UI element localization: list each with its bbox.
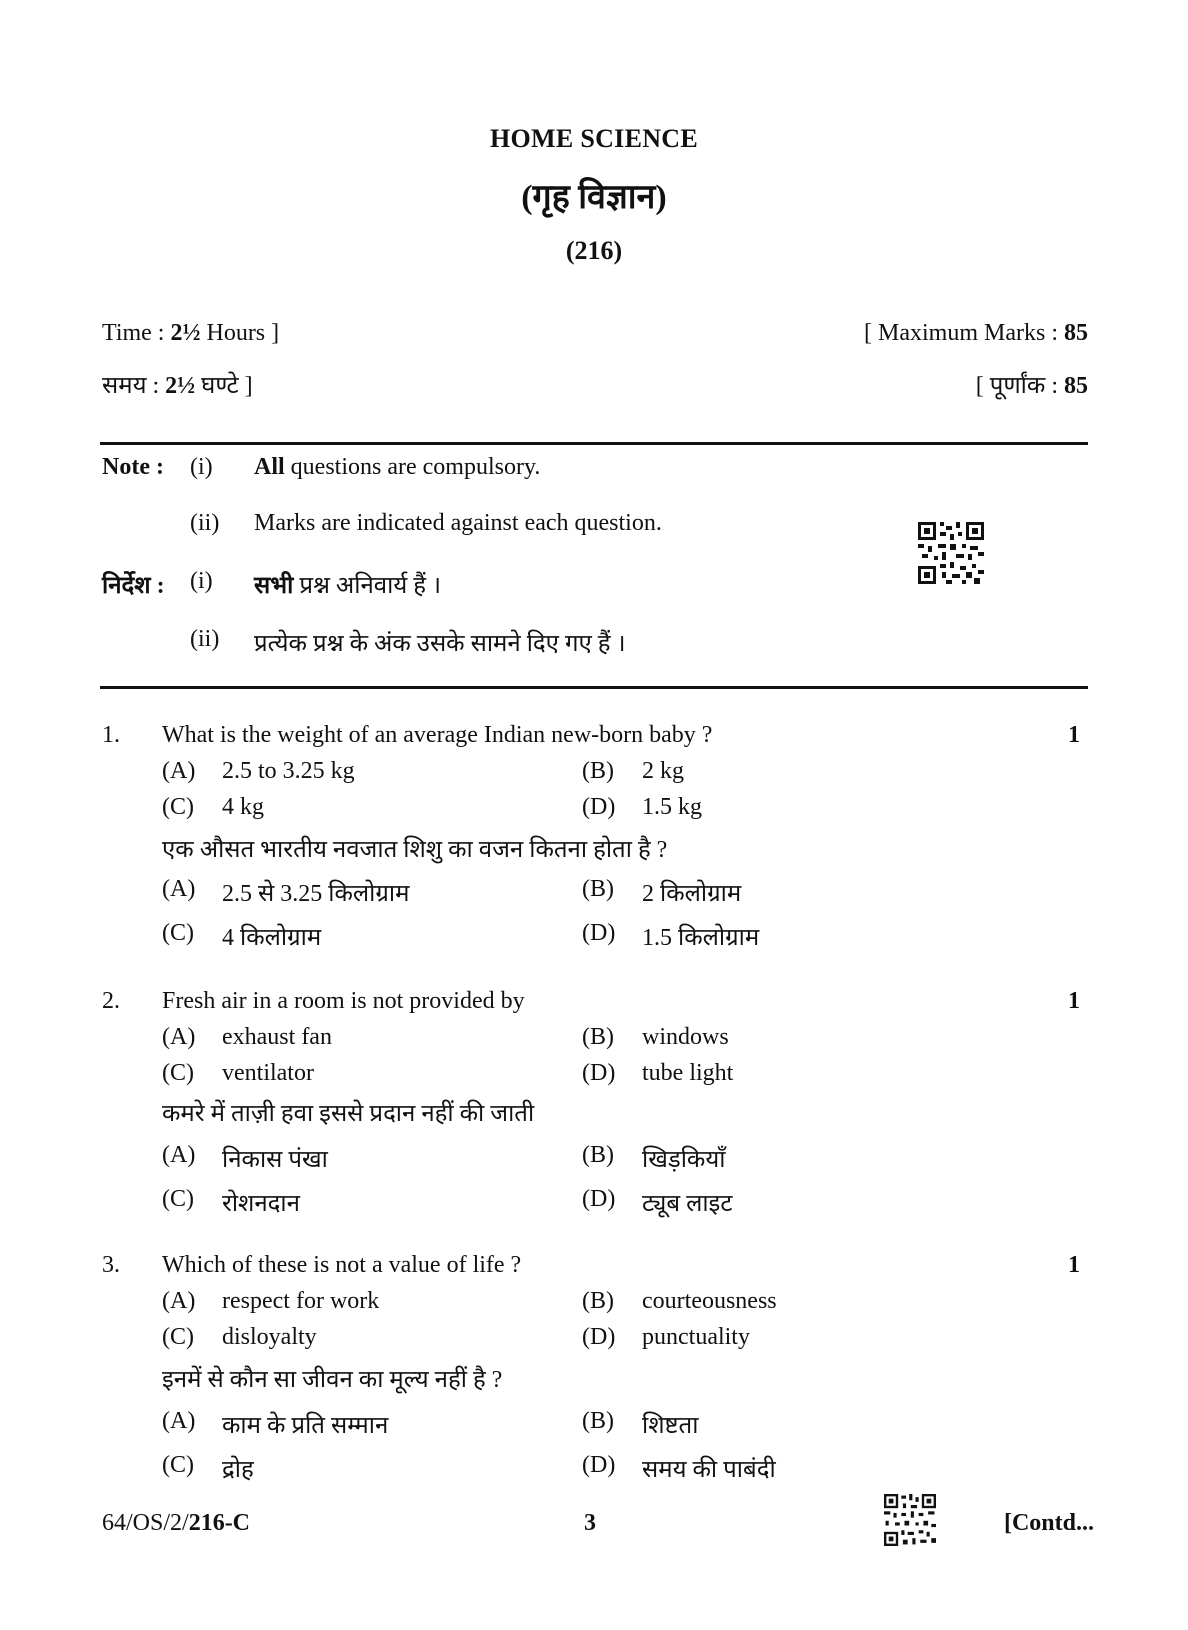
- option-text: courteousness: [642, 1288, 777, 1314]
- option-label: (B): [582, 876, 614, 902]
- note-text: सभी प्रश्न अनिवार्य हैं ।: [254, 573, 442, 599]
- option-label: (D): [582, 1186, 616, 1212]
- question-text-en: Which of these is not a value of life ?: [162, 1252, 522, 1278]
- option-text: 4 kg: [222, 794, 264, 820]
- note-num: (ii): [190, 626, 220, 652]
- option-label: (B): [582, 1024, 614, 1050]
- subject-code: (216): [565, 236, 623, 265]
- option-text: रोशनदान: [222, 1191, 300, 1217]
- option-text: 2.5 से 3.25 किलोग्राम: [222, 881, 410, 907]
- question-number: 2.: [102, 988, 120, 1014]
- option-label: (C): [162, 1060, 194, 1086]
- option-label: (B): [582, 1142, 614, 1168]
- option-text: 2.5 to 3.25 kg: [222, 758, 355, 784]
- option-label: (D): [582, 794, 616, 820]
- subject-title-en: HOME SCIENCE: [489, 124, 699, 153]
- note-text: Marks are indicated against each question.: [254, 510, 662, 536]
- option-text: द्रोह: [222, 1457, 254, 1483]
- max-marks-en: [ Maximum Marks : 85: [864, 320, 1088, 346]
- option-label: (A): [162, 1408, 196, 1434]
- time-hi: समय : 2½ घण्टे ]: [102, 373, 253, 399]
- option-label: (A): [162, 1288, 196, 1314]
- question-text-hi: कमरे में ताज़ी हवा इससे प्रदान नहीं की जाती: [162, 1101, 535, 1127]
- continued-label: [Contd...: [1003, 1510, 1094, 1536]
- question-number: 3.: [102, 1252, 120, 1278]
- paper-code: 64/OS/2/216-C: [102, 1510, 251, 1536]
- question-text-hi: एक औसत भारतीय नवजात शिशु का वजन कितना होता है ?: [162, 837, 668, 863]
- note-text: All questions are compulsory.: [254, 454, 541, 480]
- option-text: 2 किलोग्राम: [642, 881, 742, 907]
- note-num: (ii): [190, 510, 220, 536]
- max-marks-hi: [ पूर्णांक : 85: [975, 373, 1088, 399]
- option-label: (D): [582, 1060, 616, 1086]
- option-label: (C): [162, 794, 194, 820]
- option-text: ventilator: [222, 1060, 314, 1086]
- option-text: exhaust fan: [222, 1024, 332, 1050]
- option-label: (D): [582, 920, 616, 946]
- question-marks: 1: [1068, 1252, 1080, 1278]
- option-label: (A): [162, 1024, 196, 1050]
- question-marks: 1: [1068, 722, 1080, 748]
- note-num: (i): [190, 568, 213, 594]
- divider-bottom: [100, 686, 1088, 689]
- time-en: Time : 2½ Hours ]: [102, 320, 280, 346]
- option-text: ट्यूब लाइट: [642, 1191, 733, 1217]
- note-label-hi: निर्देश :: [102, 573, 165, 599]
- question-text-hi: इनमें से कौन सा जीवन का मूल्य नहीं है ?: [162, 1367, 503, 1393]
- option-text: windows: [642, 1024, 729, 1050]
- qr-code-icon: [918, 522, 984, 584]
- option-text: समय की पाबंदी: [642, 1457, 776, 1483]
- option-label: (B): [582, 1408, 614, 1434]
- option-text: शिष्टता: [642, 1413, 699, 1439]
- question-text-en: Fresh air in a room is not provided by: [162, 988, 525, 1014]
- option-label: (A): [162, 758, 196, 784]
- option-label: (A): [162, 876, 196, 902]
- note-label-en: Note :: [102, 454, 164, 480]
- option-text: काम के प्रति सम्मान: [222, 1413, 389, 1439]
- question-marks: 1: [1068, 988, 1080, 1014]
- note-num: (i): [190, 454, 213, 480]
- option-label: (D): [582, 1452, 616, 1478]
- page-number: 3: [584, 1510, 596, 1536]
- option-label: (C): [162, 1186, 194, 1212]
- option-text: 1.5 kg: [642, 794, 702, 820]
- option-label: (B): [582, 758, 614, 784]
- option-label: (A): [162, 1142, 196, 1168]
- divider-top: [100, 442, 1088, 445]
- option-text: respect for work: [222, 1288, 380, 1314]
- option-text: 1.5 किलोग्राम: [642, 925, 760, 951]
- option-text: punctuality: [642, 1324, 750, 1350]
- qr-code-icon: [884, 1494, 936, 1546]
- option-label: (C): [162, 1324, 194, 1350]
- option-label: (C): [162, 920, 194, 946]
- question-number: 1.: [102, 722, 120, 748]
- option-label: (C): [162, 1452, 194, 1478]
- option-text: निकास पंखा: [222, 1147, 328, 1173]
- option-text: disloyalty: [222, 1324, 317, 1350]
- option-label: (B): [582, 1288, 614, 1314]
- option-text: tube light: [642, 1060, 734, 1086]
- option-text: खिड़कियाँ: [642, 1147, 726, 1173]
- note-text: प्रत्येक प्रश्न के अंक उसके सामने दिए गए हैं ।: [254, 631, 626, 657]
- option-text: 4 किलोग्राम: [222, 925, 322, 951]
- question-text-en: What is the weight of an average Indian new-born baby ?: [162, 722, 713, 748]
- subject-title-hi: (गृह विज्ञान): [521, 179, 667, 216]
- option-text: 2 kg: [642, 758, 684, 784]
- option-label: (D): [582, 1324, 616, 1350]
